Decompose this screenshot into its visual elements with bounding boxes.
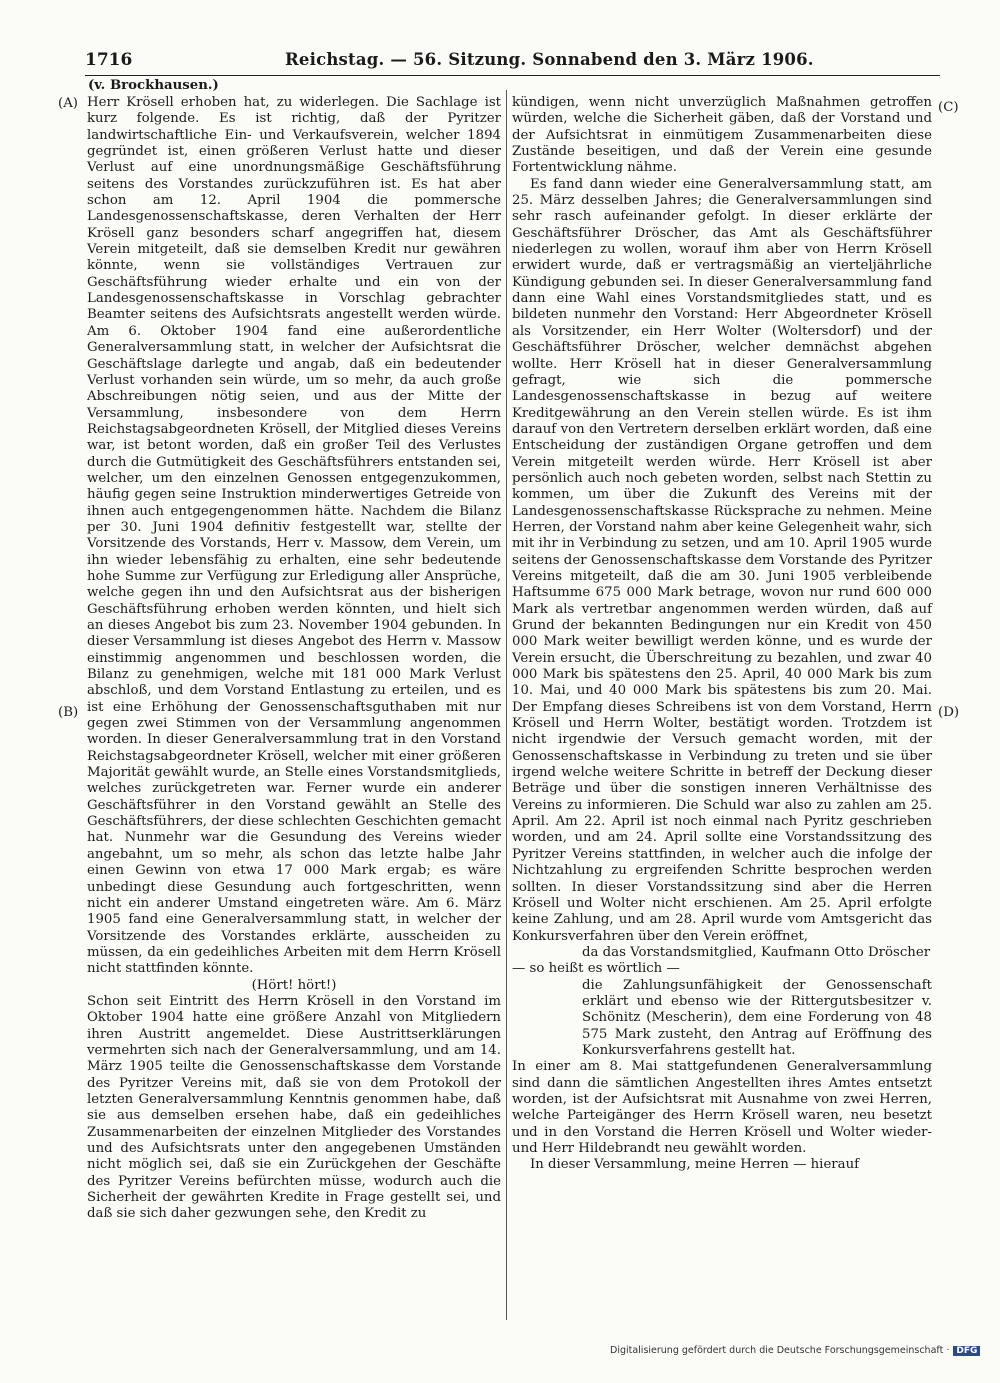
page-header	[85, 50, 955, 74]
speaker-label: (v. Brockhausen.)	[88, 78, 219, 93]
quote-1: da das Vorstandsmitglied, Kaufmann Otto Dröscher	[582, 944, 931, 960]
interjection: (Hört! hört!)	[251, 977, 337, 993]
running-title: Reichstag. — 56. Sitzung. Sonnabend den 3. März 1906.	[285, 50, 814, 69]
page-number: 1716	[85, 50, 133, 70]
left-paragraph-2: Schon seit Eintritt des Herrn Krösell in den Vorstand im Oktober 1904 hatte eine größere Anzahl von Mitgliedern ihren Austritt angemeldet. Diese Austrittserklärungen vermehrten sich nach der Generalversammlung, und am 14. März 1905 teilte die Genossenschaftskasse dem Vorstande des Pyritzer Vereins mit, daß sie von dem Protokoll der letzten Generalversammlung Kenntnis genommen habe, daß sie aus demselben ersehen habe, daß ein gedeihliches Zusammenarbeiten der einzelnen Mitglieder des Vorstandes und des Aufsichtsrats unter den angegebenen Umständen nicht möglich sei, daß sie ein Zurückgehen der Geschäfte des Pyritzer Vereins befürchten müsse, wodurch auch die Sicherheit der gewährten Kredite in Frage gestellt sei, und daß sie sich daher gezwungen sehe, den Kredit zu	[87, 993, 501, 1222]
column-divider	[506, 90, 507, 1320]
margin-marker-c: (C)	[938, 100, 959, 115]
margin-marker-a: (A)	[58, 96, 78, 111]
right-paragraph-1: kündigen, wenn nicht unverzüglich Maßnahmen getroffen würden, welche die Sicherheit gäben, daß der Vorstand und der Aufsichtsrat in einmütigem Zusammenarbeiten diese Zustände beseitigen, und daß der Verein eine gesunde Fortentwicklung nähme.	[512, 95, 932, 176]
header-rule	[85, 75, 940, 76]
dfg-logo: DFG	[953, 1346, 980, 1356]
right-paragraph-4: In dieser Versammlung, meine Herren — hierauf	[530, 1157, 860, 1173]
left-paragraph-1: Herr Krösell erhoben hat, zu widerlegen. Die Sachlage ist kurz folgende. Es ist richtig, daß der Pyritzer landwirtschaftliche Ein- und Verkaufsverein, welcher 1894 gegründet ist, einen größeren Verlust hatte und dieser Verlust auf eine unordnungsmäßige Geschäftsführung seitens des Vorstandes zurückzuführen ist. Es hat aber schon am 12. April 1904 die pommersche Landesgenossenschaftskasse, deren Verhalten der Herr Krösell ganz besonders scharf angegriffen hat, diesem Verein mitgeteilt, daß sie demselben Kredit nur gewähren könnte, wenn sie vollständiges Vertrauen zur Geschäftsführung wieder erhalte und ein von der Landesgenossenschaftskasse in Vorschlag gebrachter Beamter seitens des Aufsichtsrats angestellt werden würde. Am 6. Oktober 1904 fand eine außerordentliche Generalversammlung statt, in welcher der Aufsichtsrat die Geschäftslage darlegte und angab, daß ein bedeutender Verlust vorhanden sein würde, um so mehr, da auch große Abschreibungen nötig seien, und aus der Mitte der Versammlung, insbesondere von dem Herrn Reichstagsabgeordneten Krösell, der Mitglied dieses Vereins war, ist betont worden, daß ein großer Teil des Verlustes durch die Gutmütigkeit des Geschäftsführers entstanden sei, welcher, um den einzelnen Genossen entgegenzukommen, häufig gegen seine Instruktion minderwertiges Getreide von ihnen auch entgegengenommen hätte. Nachdem die Bilanz per 30. Juni 1904 definitiv festgestellt war, stellte der Vorsitzende des Vorstands, Herr v. Massow, dem Verein, um ihn wieder lebensfähig zu erhalten, eine sehr bedeutende hohe Summe zur Verfügung zur Erledigung aller Ansprüche, welche gegen ihn und den Aufsichtsrat aus der bisherigen Geschäftsführung erhoben werden könnten, und hielt sich an dieses Angebot bis zum 23. November 1904 gebunden. In dieser Versammlung ist dieses Angebot des Herrn v. Massow einstimmig angenommen und beschlossen worden, die Bilanz zu genehmigen, welche mit 181 000 Mark Verlust abschloß, und dem Vorstand Entlastung zu erteilen, und es ist eine Erhöhung der Genossenschaftsguthaben mit nur gegen zwei Stimmen von der Versammlung angenommen worden. In dieser Generalversammlung trat in den Vorstand Reichstagsabgeordneter Krösell, welcher mit einer größeren Majorität gewählt wurde, an Stelle eines Vorstandsmitglieds, welches zurückgetreten war. Ferner wurde ein anderer Geschäftsführer in den Vorstand gewählt an Stelle des Geschäftsführers, der diese schlechten Geschichten gemacht hat. Nunmehr war die Gesundung des Vereins wieder angebahnt, um so mehr, als schon das letzte halbe Jahr einen Gewinn von etwa 17 000 Mark ergab; es wäre unbedingt diese Gesundung auch fortgeschritten, wenn nicht ein anderer Umstand eingetreten wäre. Am 6. März 1905 fand eine Generalversammlung statt, in welcher der Vorsitzende des Vorstandes erklärte, ausscheiden zu müssen, da ein gedeihliches Arbeiten mit dem Herrn Krösell nicht stattfinden könnte.	[87, 95, 501, 977]
so-heisst-es-woertlich: — so heißt es wörtlich —	[512, 961, 680, 977]
quote-2: die Zahlungsunfähigkeit der Genossenschaft erklärt und ebenso wie der Rittergutsbesitzer v. Schönitz (Mescherin), dem eine Forderung von 48 575 Mark zusteht, den Antrag auf Eröffnung des Konkursverfahrens gestellt hat.	[582, 977, 932, 1058]
right-column	[512, 95, 932, 1174]
right-paragraph-3: In einer am 8. Mai stattgefundenen Generalversammlung sind dann die sämtlichen Angestellten ihres Amtes entsetzt worden, ist der Aufsichtsrat mit Ausnahme von zwei Herren, welche Parteigänger des Herrn Krösell waren, neu besetzt und in den Vorstand die Herren Krösell und Wolter wieder- und Herr Hildebrandt neu gewählt worden.	[512, 1059, 932, 1156]
left-column	[87, 95, 501, 1223]
digitization-footer	[610, 1345, 980, 1356]
right-paragraph-2: Es fand dann wieder eine Generalversammlung statt, am 25. März desselben Jahres; die Generalversammlungen sind sehr rasch aufeinander gefolgt. In dieser erklärte der Geschäftsführer Dröscher, das Amt als Geschäftsführer niederlegen zu wollen, worauf ihm aber von Herrn Krösell erwidert wurde, daß er vertragsmäßig an vierteljährliche Kündigung gebunden sei. In dieser Generalversammlung fand dann eine Wahl eines Vorstandsmitgliedes statt, und es bildeten nunmehr den Vorstand: Herr Abgeordneter Krösell als Vorsitzender, ein Herr Wolter (Woltersdorf) und der Geschäftsführer Dröscher, welcher demnächst abgehen wollte. Herr Krösell hat in dieser Generalversammlung gefragt, wie sich die pommersche Landesgenossenschaftskasse in bezug auf weitere Kreditgewährung an den Verein stellen würde. Es ist ihm darauf von den Vertretern derselben erklärt worden, daß eine Entscheidung der zuständigen Organe getroffen und dem Verein mitgeteilt werden würde. Herr Krösell ist aber persönlich auch noch gebeten worden, selbst nach Stettin zu kommen, um über die Zukunft des Vereins mit der Landesgenossenschaftskasse Rücksprache zu nehmen. Meine Herren, der Vorstand nahm aber keine Gelegenheit wahr, sich mit ihr in Verbindung zu setzen, und am 10. April 1905 wurde seitens der Genossenschaftskasse dem Vorstande des Pyritzer Vereins mitgeteilt, daß die am 30. Juni 1905 verbleibende Haftsumme 675 000 Mark betrage, wovon nur rund 600 000 Mark als vertretbar angenommen werden würden, daß auf Grund der bekannten Bedingungen nur ein Kredit von 450 000 Mark weiter bewilligt werden könne, und es wurde der Verein ersucht, die Überschreitung zu bezahlen, und zwar 40 000 Mark bis spätestens den 25. April, 40 000 Mark bis zum 10. Mai, und 40 000 Mark bis spätestens bis zum 20. Mai. Der Empfang dieses Schreibens ist von dem Vorstand, Herrn Krösell und Herrn Wolter, bestätigt worden. Trotzdem ist nicht irgendwie der Versuch gemacht worden, mit der Genossenschaftskasse in Verbindung zu treten und sie über irgend welche weitere Schritte in betreff der Deckung dieser Beträge und über die sonstigen inneren Verhältnisse des Vereins zu informieren. Die Schuld war also zu zahlen am 25. April. Am 22. April ist noch einmal nach Pyritz geschrieben worden, und am 24. April sollte eine Vorstandssitzung des Pyritzer Vereins stattfinden, in welcher auch die infolge der Nichtzahlung zu ergreifenden Schritte besprochen werden sollten. In dieser Vorstandssitzung sind aber die Herren Krösell und Wolter nicht erschienen. Am 25. April erfolgte keine Zahlung, und am 28. April wurde vom Amtsgericht das Konkursverfahren über den Verein eröffnet,	[512, 176, 932, 944]
margin-marker-d: (D)	[938, 705, 960, 720]
margin-marker-b: (B)	[58, 705, 79, 720]
footer-text: Digitalisierung gefördert durch die Deutsche Forschungsgemeinschaft ·	[610, 1345, 950, 1356]
